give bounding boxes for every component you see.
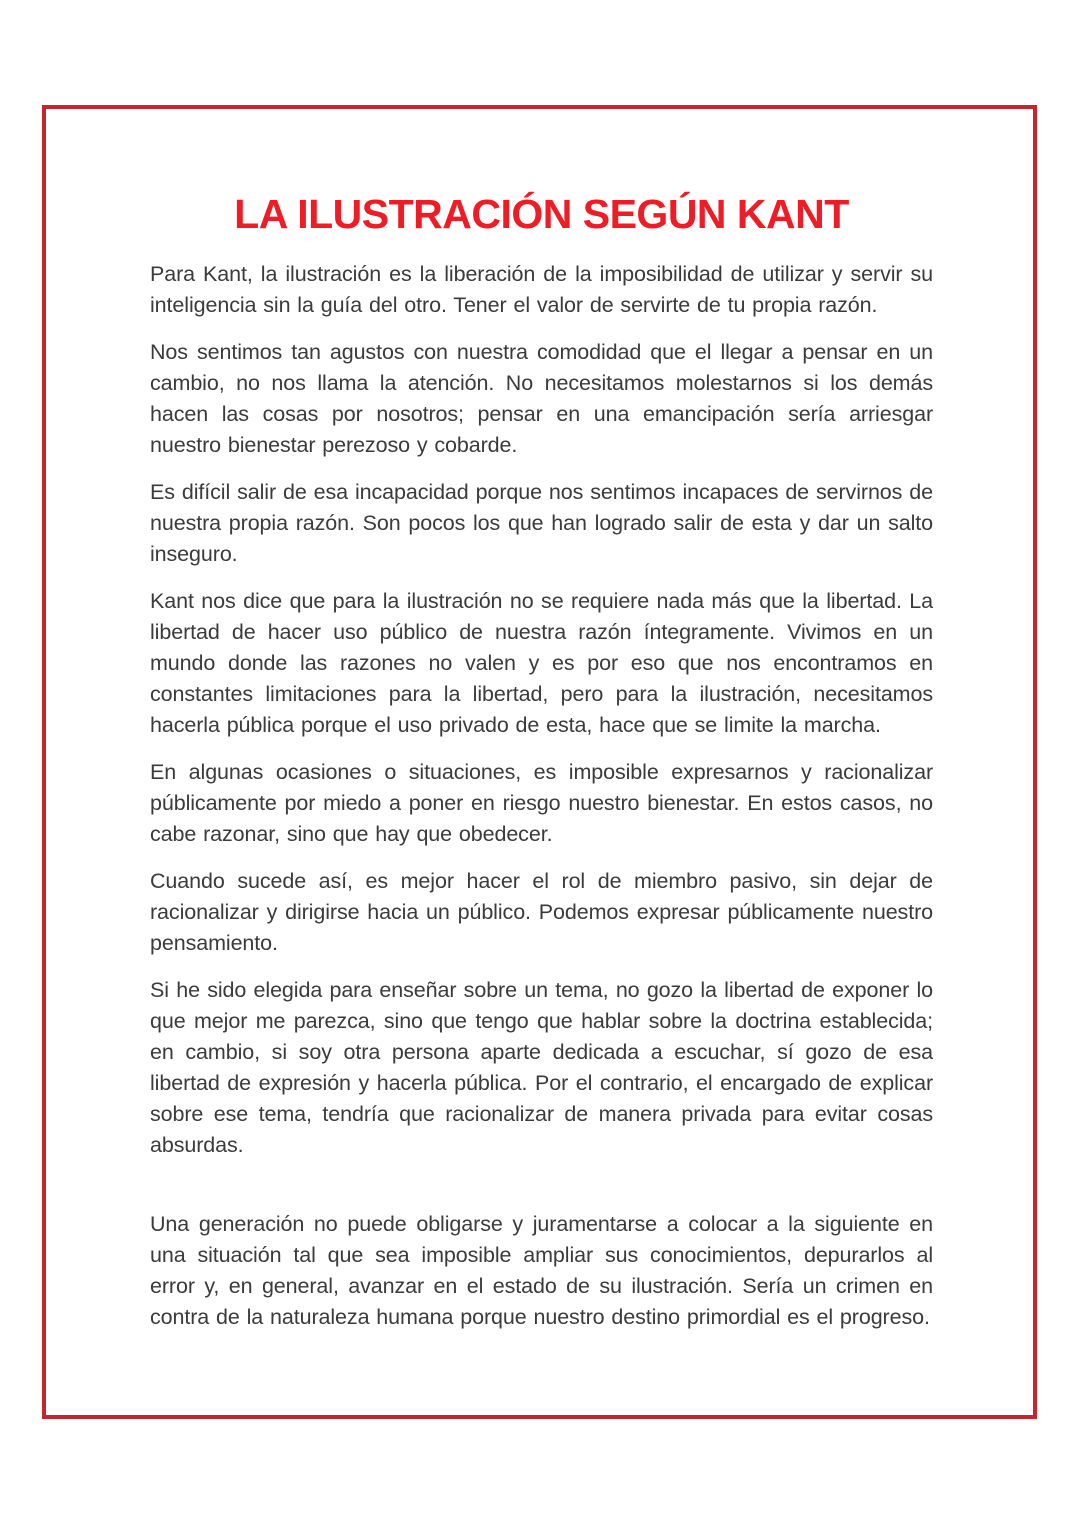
- paragraph-intro: Para Kant, la ilustración es la liberación de la imposibilidad de utilizar y servir su inteligencia sin la guía del otro. Tener el valor de servirte de tu propia razón.: [150, 262, 933, 317]
- paragraph-miembro-pasivo: Cuando sucede así, es mejor hacer el rol de miembro pasivo, sin dejar de racionalizar y dirigirse hacia un público. Podemos expresar públicamente nuestro pensamiento.: [150, 869, 933, 955]
- paragraph-libertad: Kant nos dice que para la ilustración no se requiere nada más que la libertad. La libertad de hacer uso público de nuestra razón íntegramente. Vivimos en un mundo donde las razones no valen y es por eso que nos encontramos en constantes limitaciones para la libertad, pero para la ilustración, necesitamos hacerla pública porque el uso privado de esta, hace que se limite la marcha.: [150, 589, 933, 737]
- paragraph-comodidad: Nos sentimos tan agustos con nuestra comodidad que el llegar a pensar en un cambio, no nos llama la atención. No necesitamos molestarnos si los demás hacen las cosas por nosotros; pensar en una emancipación sería arriesgar nuestro bienestar perezoso y cobarde.: [150, 340, 933, 457]
- paragraph-generacion: Una generación no puede obligarse y juramentarse a colocar a la siguiente en una situación tal que sea imposible ampliar sus conocimientos, depurarlos al error y, en general, avanzar en el estado de su ilustración. Sería un crimen en contra de la naturaleza humana porque nuestro destino primordial es el progreso.: [150, 1212, 933, 1329]
- paragraph-ensenar: Si he sido elegida para enseñar sobre un tema, no gozo la libertad de exponer lo que mejor me parezca, sino que tengo que hablar sobre la doctrina establecida; en cambio, si soy otra persona aparte dedicada a escuchar, sí gozo de esa libertad de expresión y hacerla pública. Por el contrario, el encargado de explicar sobre ese tema, tendría que racionalizar de manera privada para evitar cosas absurdas.: [150, 978, 933, 1157]
- document-title: LA ILUSTRACIÓN SEGÚN KANT: [234, 191, 849, 237]
- page-border-frame: [42, 105, 1037, 1419]
- paragraph-incapacidad: Es difícil salir de esa incapacidad porque nos sentimos incapaces de servirnos de nuestra propia razón. Son pocos los que han logrado salir de esta y dar un salto inseguro.: [150, 480, 933, 566]
- paragraph-obedecer: En algunas ocasiones o situaciones, es imposible expresarnos y racionalizar públicamente por miedo a poner en riesgo nuestro bienestar. En estos casos, no cabe razonar, sino que hay que obedecer.: [150, 760, 933, 846]
